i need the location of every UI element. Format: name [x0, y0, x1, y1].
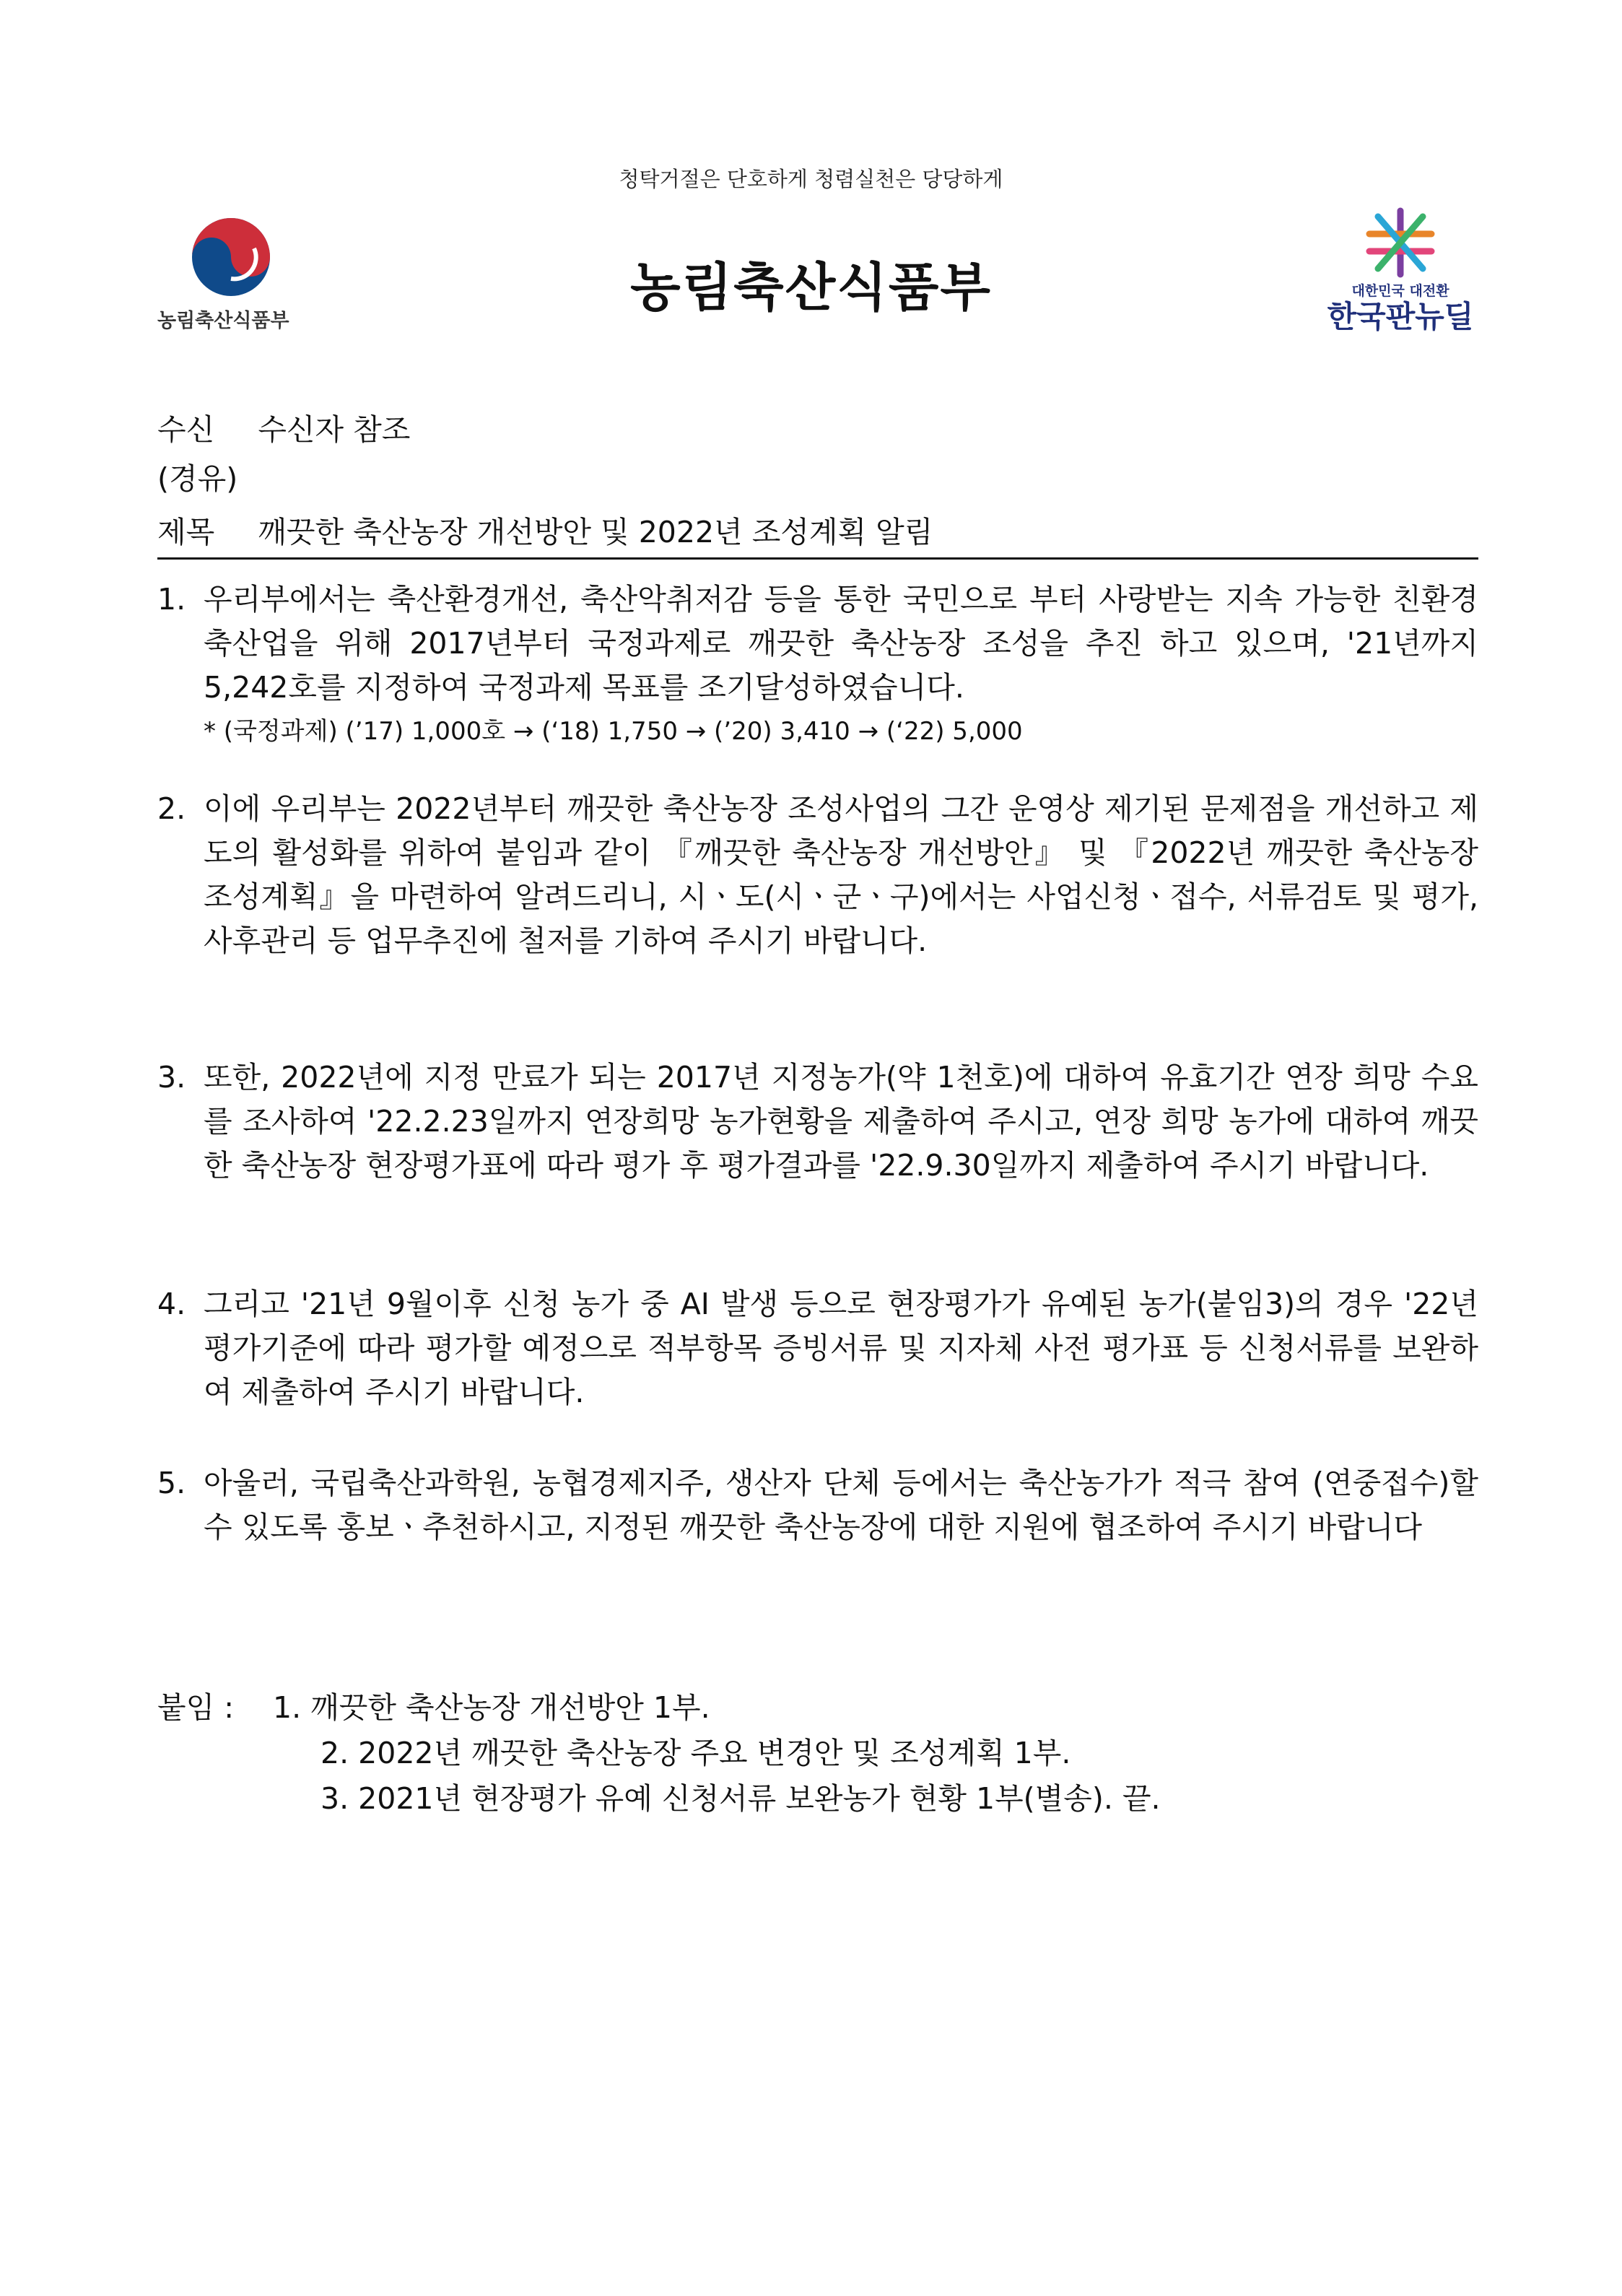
paragraph-3	[157, 1056, 1478, 1188]
recipient-line	[157, 406, 410, 448]
paragraph-1	[157, 578, 1478, 754]
recipient-label: 수신	[157, 412, 215, 447]
via-line	[157, 455, 237, 497]
paragraph-5	[157, 1461, 1478, 1549]
paragraph-number: 4.	[157, 1287, 186, 1321]
campaign-logo-sub: 대한민국 대전환	[1351, 283, 1449, 299]
attachments	[157, 1685, 1478, 1822]
paragraph-number: 2.	[157, 791, 186, 826]
attachment-item: 1. 깨끗한 축산농장 개선방안 1부.	[273, 1690, 710, 1725]
ministry-logo-caption: 농림축산식품부	[157, 310, 289, 332]
paragraph-4	[157, 1282, 1478, 1414]
new-deal-symbol-icon	[1361, 206, 1440, 279]
attachment-item: 2. 2022년 깨끗한 축산농장 주요 변경안 및 조성계획 1부.	[321, 1736, 1071, 1770]
subject-line	[157, 508, 933, 551]
paragraph-text: 우리부에서는 축산환경개선, 축산악취저감 등을 통한 국민으로 부터 사랑받는 지속 가능한 친환경 축산업을 위해 2017년부터 국정과제로 깨끗한 축산농장 조성을 추진 하고 있으며, '21년까지 5,242호를 지정하여 국정과제 목표를 조기달성하였습니다.	[204, 582, 1478, 705]
paragraph-text: 그리고 '21년 9월이후 신청 농가 중 AI 발생 등으로 현장평가가 유예된 농가(붙임3)의 경우 '22년 평가기준에 따라 평가할 예정으로 적부항목 증빙서류 및 지자체 사전 평가표 등 신청서류를 보완하여 제출하여 주시기 바랍니다.	[204, 1287, 1478, 1409]
via-label: (경유)	[157, 461, 238, 496]
paragraph-2	[157, 787, 1478, 963]
subject-label: 제목	[157, 515, 215, 549]
paragraph-number: 1.	[157, 582, 186, 617]
campaign-logo-main: 한국판뉴딜	[1327, 299, 1474, 334]
agency-title: 농림축산식품부	[630, 257, 992, 318]
slogan: 청탁거절은 단호하게 청렴실천은 당당하게	[619, 167, 1003, 191]
paragraph-number: 5.	[157, 1466, 186, 1500]
attachment-item: 3. 2021년 현장평가 유예 신청서류 보완농가 현황 1부(별송). 끝.	[321, 1781, 1161, 1816]
paragraph-note: * (국정과제) (’17) 1,000호 → (‘18) 1,750 → (’20) 3,410 → (‘22) 5,000	[204, 717, 1023, 746]
paragraph-number: 3.	[157, 1060, 186, 1095]
subject-value: 깨끗한 축산농장 개선방안 및 2022년 조성계획 알림	[258, 515, 933, 549]
paragraph-text: 또한, 2022년에 지정 만료가 되는 2017년 지정농가(약 1천호)에 대하여 유효기간 연장 희망 수요를 조사하여 '22.2.23일까지 연장희망 농가현황을 제출하여 주시고, 연장 희망 농가에 대하여 깨끗한 축산농장 현장평가표에 따라 평가 후 평가결과를 '22.9.30일까지 제출하여 주시기 바랍니다.	[204, 1060, 1478, 1183]
header-divider	[157, 557, 1478, 560]
attachments-label: 붙임 :	[157, 1690, 235, 1725]
paragraph-text: 아울러, 국립축산과학원, 농협경제지주, 생산자 단체 등에서는 축산농가가 적극 참여 (연중접수)할 수 있도록 홍보ㆍ추천하시고, 지정된 깨끗한 축산농장에 대한 지원에 협조하여 주시기 바랍니다	[204, 1466, 1478, 1544]
korean-new-deal-logo	[1314, 206, 1487, 334]
paragraph-text: 이에 우리부는 2022년부터 깨끗한 축산농장 조성사업의 그간 운영상 제기된 문제점을 개선하고 제도의 활성화를 위하여 붙임과 같이 『깨끗한 축산농장 개선방안』 및 『2022년 깨끗한 축산농장 조성계획』을 마련하여 알려드리니, 시ㆍ도(시ㆍ군ㆍ구)에서는 사업신청ㆍ접수, 서류검토 및 평가, 사후관리 등 업무추진에 철저를 기하여 주시기 바랍니다.	[204, 791, 1478, 958]
recipient-value: 수신자 참조	[258, 412, 411, 447]
